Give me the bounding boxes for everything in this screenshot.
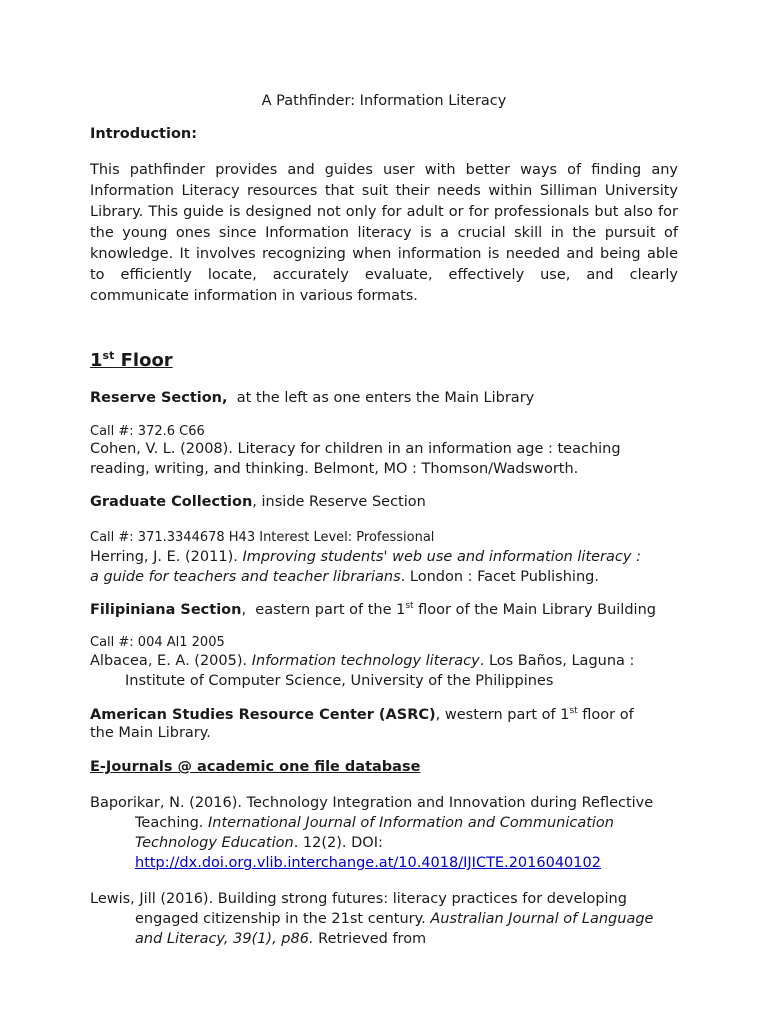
- reserve-section-heading: [90, 390, 534, 406]
- graduate-ref-title-1: Improving students' web use and information literacy :: [242, 549, 641, 565]
- filipiniana-ref-publisher: . Los Baños, Laguna :: [479, 653, 635, 669]
- ejournal-ref2-journal-cont: and Literacy, 39(1), p86.: [135, 931, 314, 947]
- reserve-section-location: at the left as one enters the Main Library: [227, 390, 535, 406]
- filipiniana-loc-b: floor of the Main Library Building: [413, 602, 656, 618]
- floor-heading: [90, 350, 173, 371]
- floor-number: 1: [90, 350, 103, 371]
- document-title: A Pathfinder: Information Literacy: [261, 93, 507, 109]
- asrc-heading: [90, 706, 634, 742]
- graduate-collection-location: , inside Reserve Section: [252, 494, 426, 510]
- reserve-section-name: Reserve Section,: [90, 390, 228, 406]
- ejournal-ref2-journal: Australian Journal of Language: [430, 911, 654, 927]
- reserve-call-number: Call #: 372.6 C66: [90, 424, 205, 439]
- graduate-collection-heading: [90, 494, 426, 510]
- intro-heading: Introduction:: [90, 126, 198, 142]
- reserve-ref-line2: reading, writing, and thinking. Belmont, MO : Thomson/Wadsworth.: [90, 461, 579, 477]
- ejournal-ref1-volume: . 12(2). DOI:: [293, 835, 383, 851]
- ejournal-ref2-retrieved: Retrieved from: [313, 931, 427, 947]
- asrc-loc-line2: the Main Library.: [90, 725, 211, 741]
- ejournal-ref2-line1: Lewis, Jill (2016). Building strong futures: literacy practices for developing: [90, 891, 627, 907]
- graduate-ref-publisher: . London : Facet Publishing.: [400, 569, 599, 585]
- floor-label: Floor: [114, 350, 173, 371]
- filipiniana-call-number: Call #: 004 Al1 2005: [90, 635, 225, 650]
- ejournal-ref1-line2a: Teaching.: [135, 815, 209, 831]
- asrc-loc-a: , western part of 1: [435, 707, 570, 723]
- ejournal-ref1-journal-cont: Technology Education: [135, 835, 294, 851]
- asrc-loc-sup: st: [569, 706, 578, 717]
- graduate-collection-name: Graduate Collection: [90, 494, 253, 510]
- ejournal-reference-1: [90, 793, 690, 873]
- graduate-call-number: Call #: 371.3344678 H43 Interest Level: Professional: [90, 530, 435, 545]
- filipiniana-loc-sup: st: [405, 601, 414, 612]
- graduate-ref-title-2: a guide for teachers and teacher librarians: [90, 569, 401, 585]
- filipiniana-ref-title: Information technology literacy: [251, 653, 480, 669]
- ejournal-ref1-journal: International Journal of Information and Communication: [208, 815, 614, 831]
- ejournal-ref1-line1: Baporikar, N. (2016). Technology Integration and Innovation during Reflective: [90, 795, 654, 811]
- graduate-ref-author: Herring, J. E. (2011).: [90, 549, 243, 565]
- reserve-reference: [90, 439, 690, 479]
- filipiniana-section-name: Filipiniana Section: [90, 602, 242, 618]
- ejournal-ref2-line2a: engaged citizenship in the 21st century.: [135, 911, 431, 927]
- filipiniana-reference: [90, 651, 690, 691]
- asrc-name: American Studies Resource Center (ASRC): [90, 707, 436, 723]
- ejournal-ref1-doi-link[interactable]: http://dx.doi.org.vlib.interchange.at/10.4018/IJICTE.2016040102: [135, 855, 601, 871]
- floor-ordinal: st: [102, 349, 115, 362]
- filipiniana-ref-line2: Institute of Computer Science, University of the Philippines: [125, 673, 554, 689]
- filipiniana-loc-a: , eastern part of the 1: [241, 602, 406, 618]
- intro-paragraph: This pathfinder provides and guides user with better ways of finding any Information Literacy resources that suit their needs within Silliman University Library. This guide is designed not only for adult or for professionals but also for the young ones since Information literacy is a crucial skill in the pursuit of knowledge. It involves recognizing when information is needed and being able to efficiently locate, accurately evaluate, effectively use, and clearly communicate information in various formats.: [90, 162, 678, 304]
- graduate-reference: [90, 547, 690, 587]
- filipiniana-section-heading: [90, 602, 656, 618]
- asrc-loc-b: floor of: [577, 707, 634, 723]
- reserve-ref-line1: Cohen, V. L. (2008). Literacy for children in an information age : teaching: [90, 441, 621, 457]
- filipiniana-ref-author: Albacea, E. A. (2005).: [90, 653, 252, 669]
- ejournals-heading: E-Journals @ academic one file database: [90, 759, 421, 775]
- ejournal-reference-2: [90, 889, 690, 949]
